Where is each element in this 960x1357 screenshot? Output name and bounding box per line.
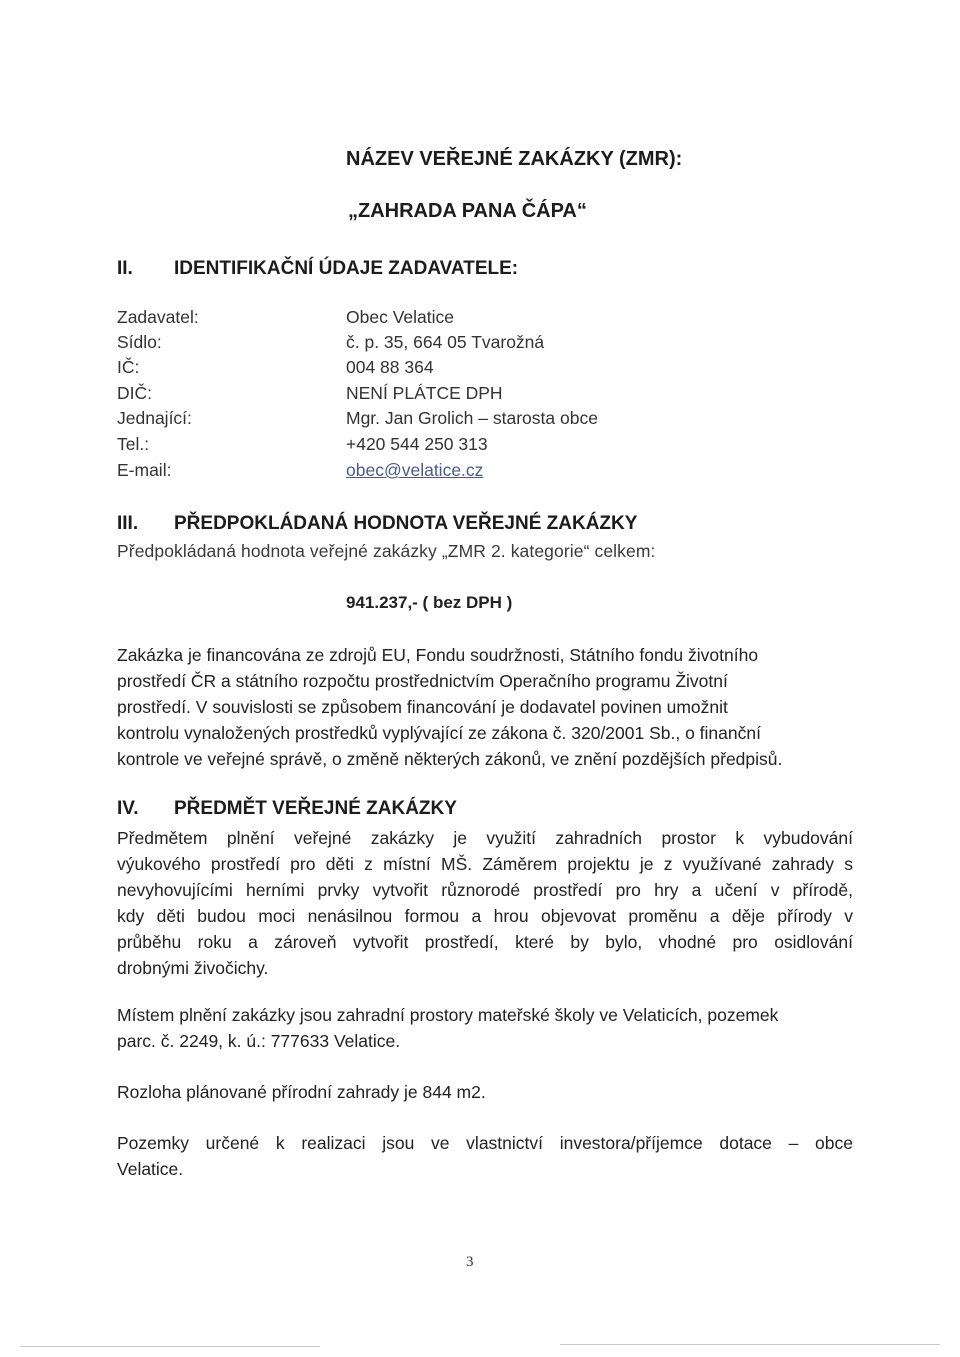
paragraph-line: Pozemky určené k realizaci jsou ve vlastnictví investora/příjemce dotace – obce: [117, 1133, 853, 1153]
section-2-heading: [117, 258, 717, 284]
place-paragraph: [117, 1002, 853, 1054]
paragraph-line: nevyhovujícími herními prvky vytvořit různorodé prostředí pro hry a učení v přírodě,: [117, 880, 853, 900]
contract-name: „ZAHRADA PANA ČÁPA“: [348, 200, 587, 222]
paragraph-line: prostředí. V souvislosti se způsobem financování je dodavatel povinen umožnit: [117, 697, 728, 717]
info-label-tel: Tel.:: [117, 434, 150, 454]
info-value-tel: +420 544 250 313: [346, 434, 488, 454]
info-value-jednajici: Mgr. Jan Grolich – starosta obce: [346, 408, 598, 428]
info-label-dic: DIČ:: [117, 383, 152, 403]
paragraph-line: parc. č. 2249, k. ú.: 777633 Velatice.: [117, 1031, 401, 1051]
paragraph-line: kontrole ve veřejné správě, o změně některých zákonů, ve znění pozdějších předpisů.: [117, 749, 783, 769]
section-4-number: IV.: [117, 798, 139, 819]
document-title: NÁZEV VEŘEJNÉ ZAKÁZKY (ZMR):: [346, 148, 683, 170]
info-label-jednajici: Jednající:: [117, 408, 192, 428]
paragraph-line: průběhu roku a zároveň vytvořit prostředí, které by bylo, vhodné pro osidlování: [117, 932, 853, 952]
info-value-zadavatel: Obec Velatice: [346, 307, 454, 327]
info-label-zadavatel: Zadavatel:: [117, 307, 199, 327]
page-number: 3: [466, 1254, 474, 1270]
paragraph-line: prostředí ČR a státního rozpočtu prostřednictvím Operačního programu Životní: [117, 671, 728, 691]
section-3-number: III.: [117, 513, 139, 534]
info-value-sidlo: č. p. 35, 664 05 Tvarožná: [346, 332, 545, 352]
scan-edge-line: [20, 1346, 320, 1347]
area-paragraph: [117, 1079, 853, 1105]
email-link[interactable]: obec@velatice.cz: [346, 460, 484, 480]
paragraph-line: Rozloha plánované přírodní zahrady je 844 m2.: [117, 1082, 486, 1102]
paragraph-line: Místem plnění zakázky jsou zahradní prostory mateřské školy ve Velaticích, pozemek: [117, 1005, 779, 1025]
paragraph-line: Zakázka je financována ze zdrojů EU, Fondu soudržnosti, Státního fondu životního: [117, 645, 759, 665]
paragraph-line: Předmětem plnění veřejné zakázky je využití zahradních prostor k vybudování: [117, 828, 853, 848]
estimated-value-line: Předpokládaná hodnota veřejné zakázky „ZMR 2. kategorie“ celkem:: [117, 541, 656, 561]
paragraph-line: kontrolu vynaložených prostředků vyplývající ze zákona č. 320/2001 Sb., o finanční: [117, 723, 761, 743]
section-3-title: PŘEDPOKLÁDANÁ HODNOTA VEŘEJNÉ ZAKÁZKY: [174, 513, 638, 534]
section-2-number: II.: [117, 258, 133, 279]
info-label-email: E-mail:: [117, 460, 172, 480]
section-2-title: IDENTIFIKAČNÍ ÚDAJE ZADAVATELE:: [174, 258, 519, 279]
section-4-heading: [117, 798, 717, 824]
subject-paragraph: [117, 825, 853, 981]
paragraph-line: kdy děti budou moci nenásilnou formou a hrou objevovat proměnu a děje přírody v: [117, 906, 853, 926]
paragraph-line: výukového prostředí pro děti z místní MŠ. Záměrem projektu je z využívané zahrady s: [117, 854, 853, 874]
funding-paragraph: [117, 642, 853, 772]
paragraph-line: Velatice.: [117, 1159, 184, 1179]
scan-edge-line: [560, 1344, 940, 1345]
estimated-amount: 941.237,- ( bez DPH ): [346, 593, 513, 612]
info-label-ic: IČ:: [117, 357, 140, 377]
info-value-ic: 004 88 364: [346, 357, 434, 377]
paragraph-line: drobnými živočichy.: [117, 958, 269, 978]
ownership-paragraph: [117, 1130, 853, 1182]
section-4-title: PŘEDMĚT VEŘEJNÉ ZAKÁZKY: [174, 798, 457, 819]
info-value-dic: NENÍ PLÁTCE DPH: [346, 383, 503, 403]
section-3-heading: [117, 513, 817, 539]
info-label-sidlo: Sídlo:: [117, 332, 162, 352]
